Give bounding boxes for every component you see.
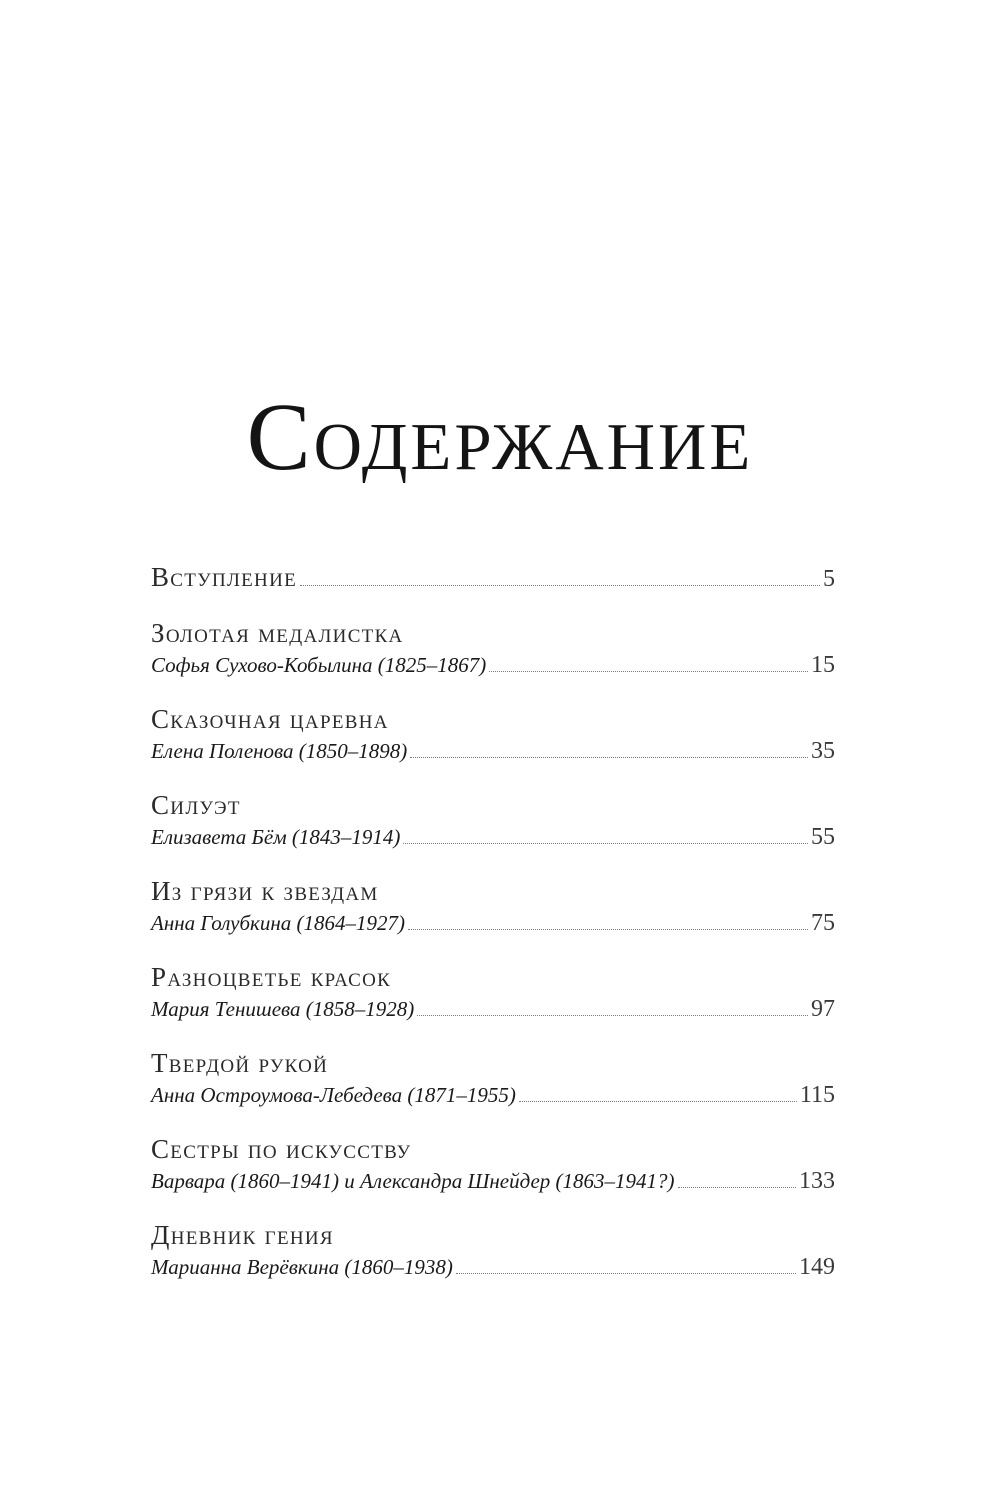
page-title: Содержание <box>246 383 754 491</box>
author-line <box>151 1250 835 1280</box>
author-line <box>151 1164 835 1194</box>
author-line <box>151 734 835 764</box>
author-line <box>151 648 835 678</box>
toc-entry[interactable] <box>151 704 835 764</box>
toc-entry[interactable] <box>151 1048 835 1108</box>
chapter-title: Твердой рукой <box>151 1048 329 1078</box>
dot-leader <box>417 1014 808 1016</box>
toc-entries <box>151 618 835 1280</box>
chapter-title: Разноцветье красок <box>151 962 392 992</box>
author-name: Марианна Верёвкина (1860–1938) <box>151 1255 453 1279</box>
toc-entry[interactable] <box>151 618 835 678</box>
author-name: Мария Тенишева (1858–1928) <box>151 997 415 1021</box>
page-number: 115 <box>799 1082 835 1108</box>
author-name: Анна Голубкина (1864–1927) <box>151 911 405 935</box>
dot-leader <box>678 1186 796 1188</box>
author-name: Елизавета Бём (1843–1914) <box>151 825 401 849</box>
author-name: Елена Поленова (1850–1898) <box>151 739 408 763</box>
author-name: Софья Сухово-Кобылина (1825–1867) <box>151 653 487 677</box>
page-number: 133 <box>799 1168 835 1194</box>
dot-leader <box>410 756 808 758</box>
toc-entry[interactable] <box>151 1134 835 1194</box>
dot-leader <box>456 1272 796 1274</box>
page-number: 5 <box>823 566 835 592</box>
page-number: 35 <box>811 738 835 764</box>
page-number: 149 <box>799 1254 835 1280</box>
toc-entry[interactable] <box>151 1220 835 1280</box>
toc-entry[interactable] <box>151 962 835 1022</box>
chapter-title: Из грязи к звездам <box>151 876 379 906</box>
dot-leader <box>403 842 808 844</box>
page-number: 15 <box>811 652 835 678</box>
dot-leader <box>408 928 808 930</box>
author-name: Анна Остроумова-Лебедева (1871–1955) <box>151 1083 516 1107</box>
table-of-contents <box>151 548 835 1280</box>
chapter-title: Сказочная царевна <box>151 704 389 734</box>
author-line <box>151 820 835 850</box>
dot-leader <box>519 1100 797 1102</box>
author-line <box>151 992 835 1022</box>
intro-label: Вступление <box>151 562 298 592</box>
author-name: Варвара (1860–1941) и Александра Шнейдер (1863–1941?) <box>151 1169 675 1193</box>
chapter-title: Дневник гения <box>151 1220 334 1250</box>
toc-entry[interactable] <box>151 876 835 936</box>
page-number: 75 <box>811 910 835 936</box>
chapter-title: Золотая медалистка <box>151 618 404 648</box>
toc-intro-row[interactable] <box>151 548 835 592</box>
page-number: 97 <box>811 996 835 1022</box>
author-line <box>151 1078 835 1108</box>
chapter-title: Сестры по искусству <box>151 1134 412 1164</box>
dot-leader <box>489 670 808 672</box>
dot-leader <box>300 584 820 586</box>
toc-entry[interactable] <box>151 790 835 850</box>
author-line <box>151 906 835 936</box>
chapter-title: Силуэт <box>151 790 241 820</box>
page-number: 55 <box>811 824 835 850</box>
